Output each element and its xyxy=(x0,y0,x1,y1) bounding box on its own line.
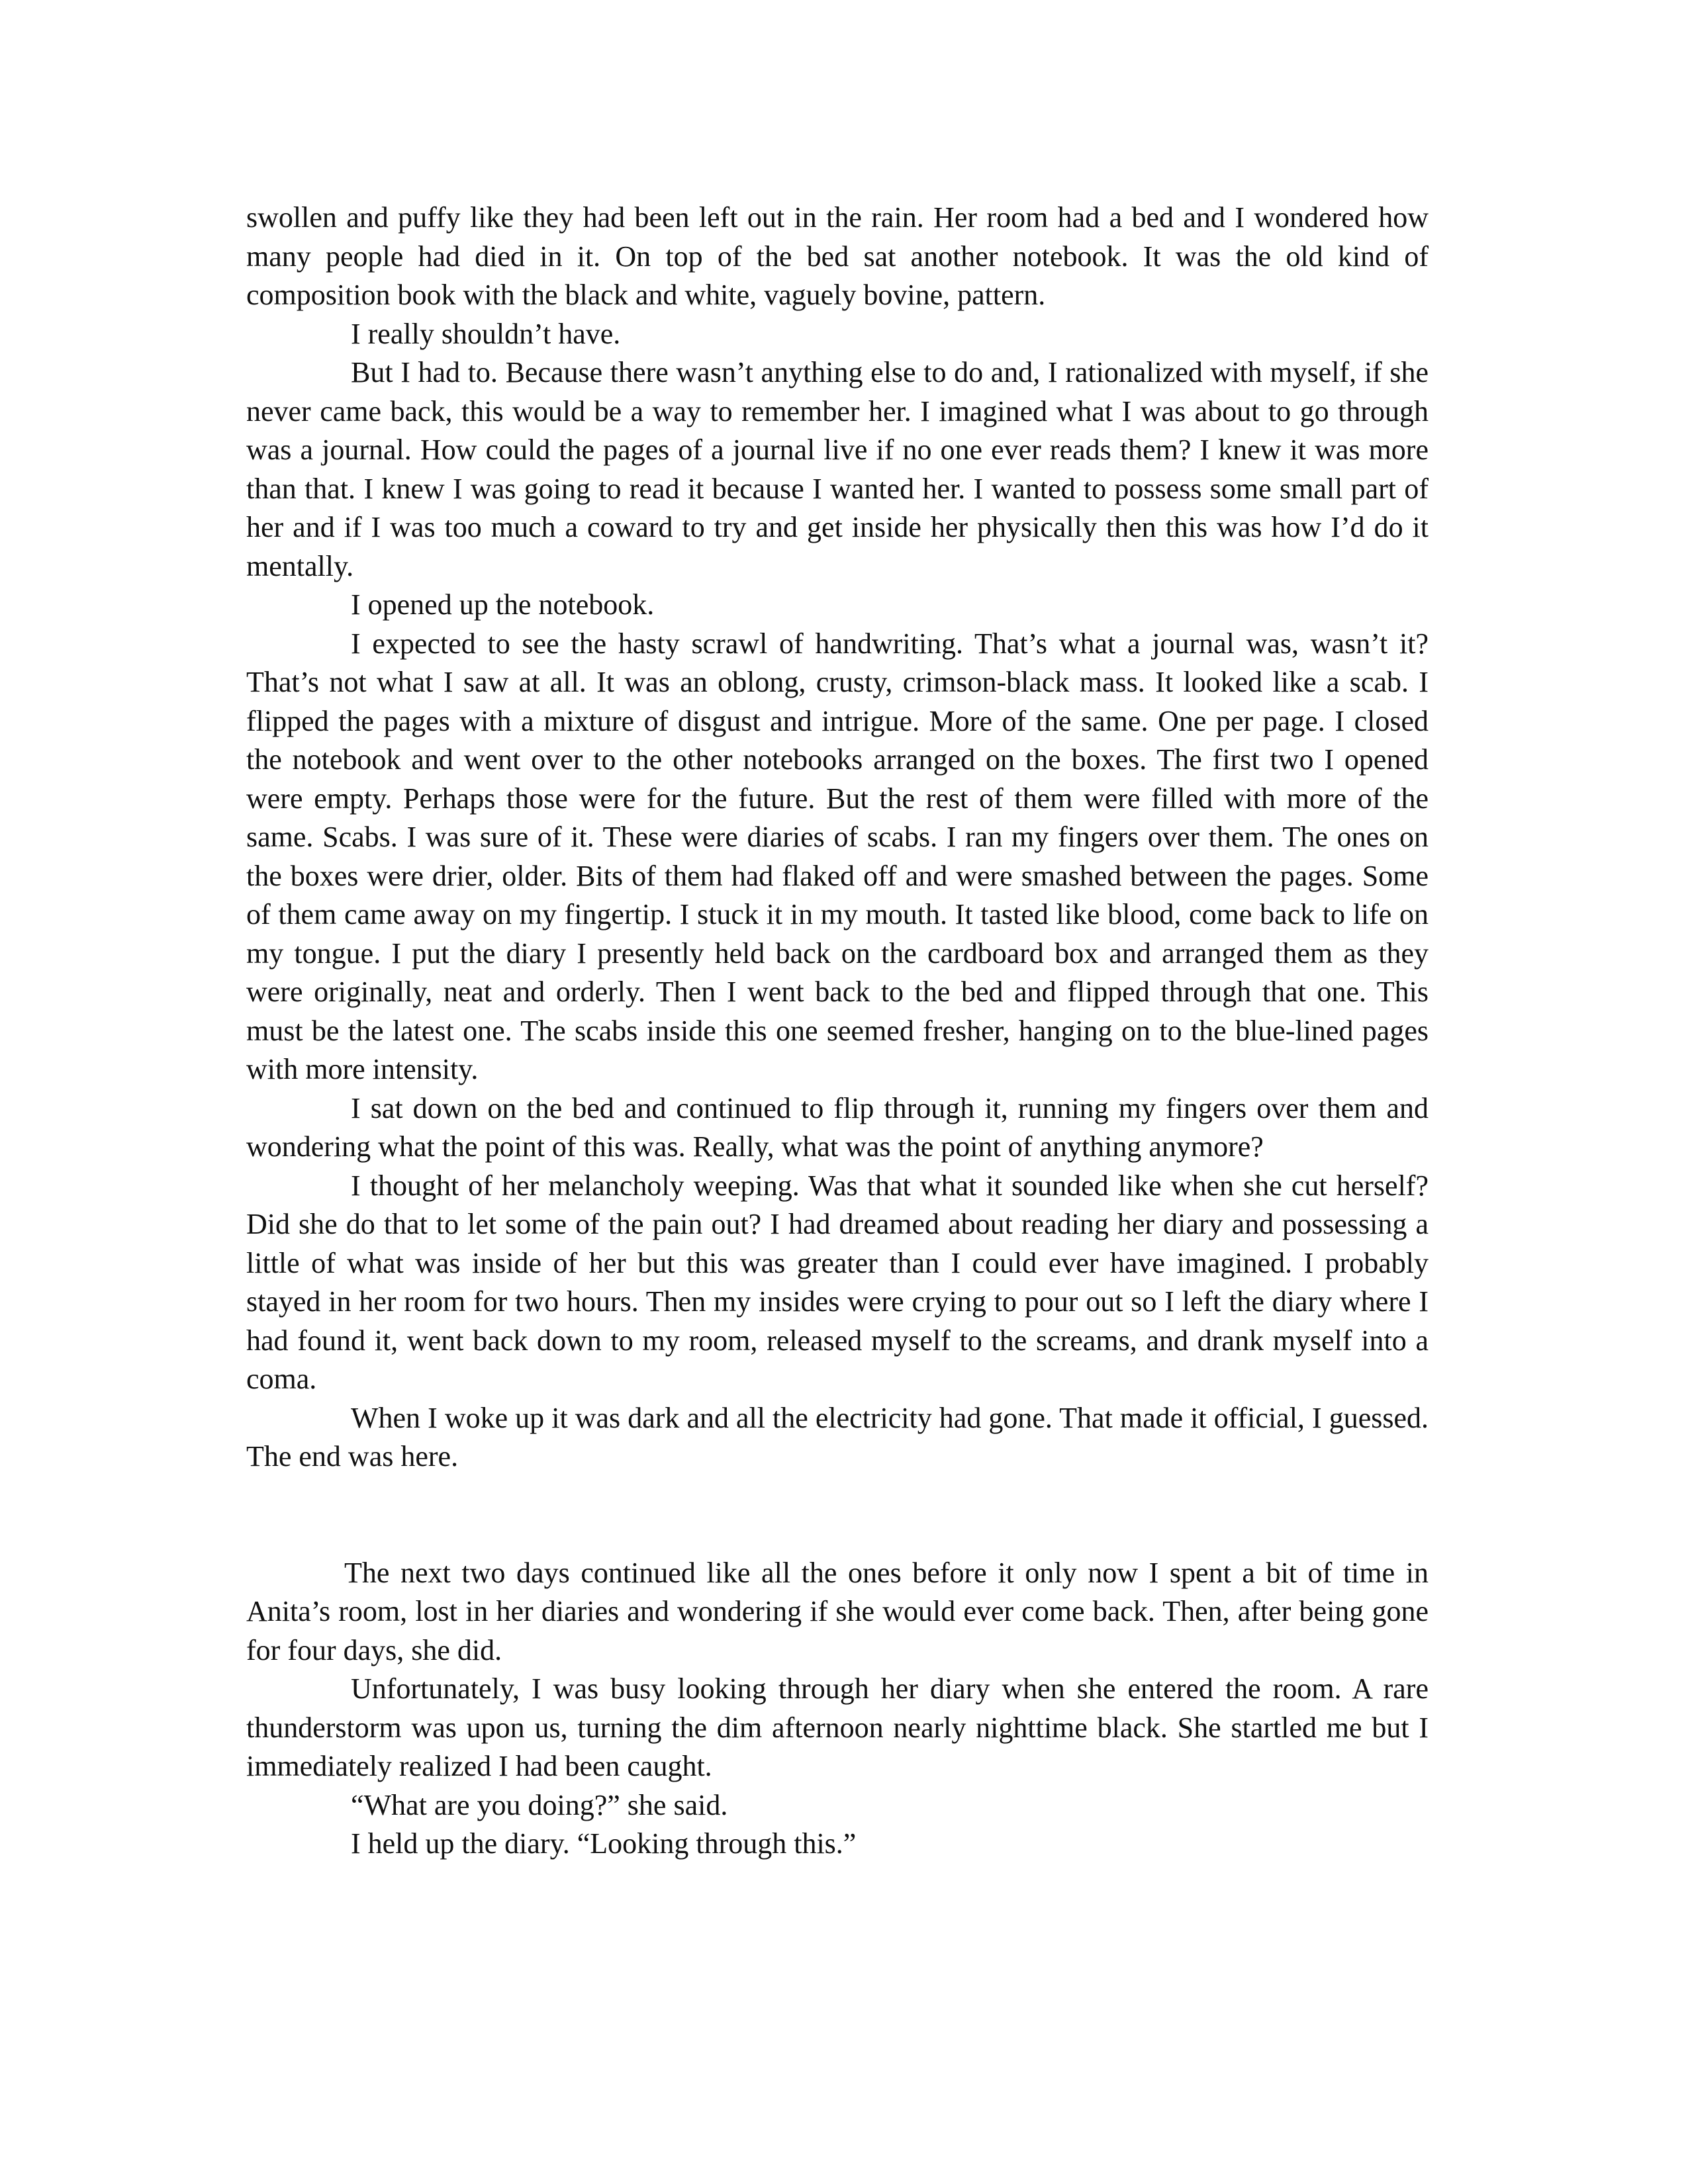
paragraph: I thought of her melancholy weeping. Was that what it sounded like when she cut herself? Did she do that to let some of the pain out? I had dreamed about reading her diary and possessing a little of what was inside of her but this was greater than I could ever have imagined. I probably stayed in her room for two hours. Then my insides were crying to pour out so I left the diary where I had found it, went back down to my room, released myself to the screams, and drank myself into a coma. xyxy=(246,1169,1429,1395)
paragraph: swollen and puffy like they had been left out in the rain. Her room had a bed and I wondered how many people had died in it. On top of the bed sat another notebook. It was the old kind of composition book with the black and white, vaguely bovine, pattern. xyxy=(246,201,1429,311)
paragraph: Unfortunately, I was busy looking through her diary when she entered the room. A rare thunderstorm was upon us, turning the dim afternoon nearly nighttime black. She startled me but I immediately realized I had been caught. xyxy=(246,1672,1429,1782)
paragraph: “What are you doing?” she said. xyxy=(351,1788,728,1821)
section-break xyxy=(246,1477,1429,1554)
paragraph: I held up the diary. “Looking through this.” xyxy=(351,1827,857,1860)
paragraph: When I woke up it was dark and all the electricity had gone. That made it official, I guessed. The end was here. xyxy=(246,1401,1429,1473)
paragraph: I expected to see the hasty scrawl of handwriting. That’s what a journal was, wasn’t it? That’s not what I saw at all. It was an oblong, crusty, crimson-black mass. It looked like a scab. I flipped the pages with a mixture of disgust and intrigue. More of the same. One per page. I closed the notebook and went over to the other notebooks arranged on the boxes. The first two I opened were empty. Perhaps those were for the future. But the rest of them were filled with more of the same. Scabs. I was sure of it. These were diaries of scabs. I ran my fingers over them. The ones on the boxes were drier, older. Bits of them had flaked off and were smashed between the pages. Some of them came away on my fingertip. I stuck it in my mouth. It tasted like blood, come back to life on my tongue. I put the diary I presently held back on the cardboard box and arranged them as they were originally, neat and orderly. Then I went back to the bed and flipped through that one. This must be the latest one. The scabs inside this one seemed fresher, hanging on to the blue-lined pages with more intensity. xyxy=(246,627,1429,1085)
paragraph: The next two days continued like all the ones before it only now I spent a bit of time in Anita’s room, lost in her diaries and wondering if she would ever come back. Then, after being gone for four days, she did. xyxy=(246,1556,1429,1666)
paragraph: I really shouldn’t have. xyxy=(351,317,621,350)
document-page xyxy=(246,199,1429,1864)
paragraph: But I had to. Because there wasn’t anything else to do and, I rationalized with myself, if she never came back, this would be a way to remember her. I imagined what I was about to go through was a journal. How could the pages of a journal live if no one ever reads them? I knew it was more than that. I knew I was going to read it because I wanted her. I wanted to possess some small part of her and if I was too much a coward to try and get inside her physically then this was how I’d do it mentally. xyxy=(246,356,1429,582)
paragraph: I sat down on the bed and continued to flip through it, running my fingers over them and wondering what the point of this was. Really, what was the point of anything anymore? xyxy=(246,1091,1429,1163)
paragraph: I opened up the notebook. xyxy=(351,588,655,621)
